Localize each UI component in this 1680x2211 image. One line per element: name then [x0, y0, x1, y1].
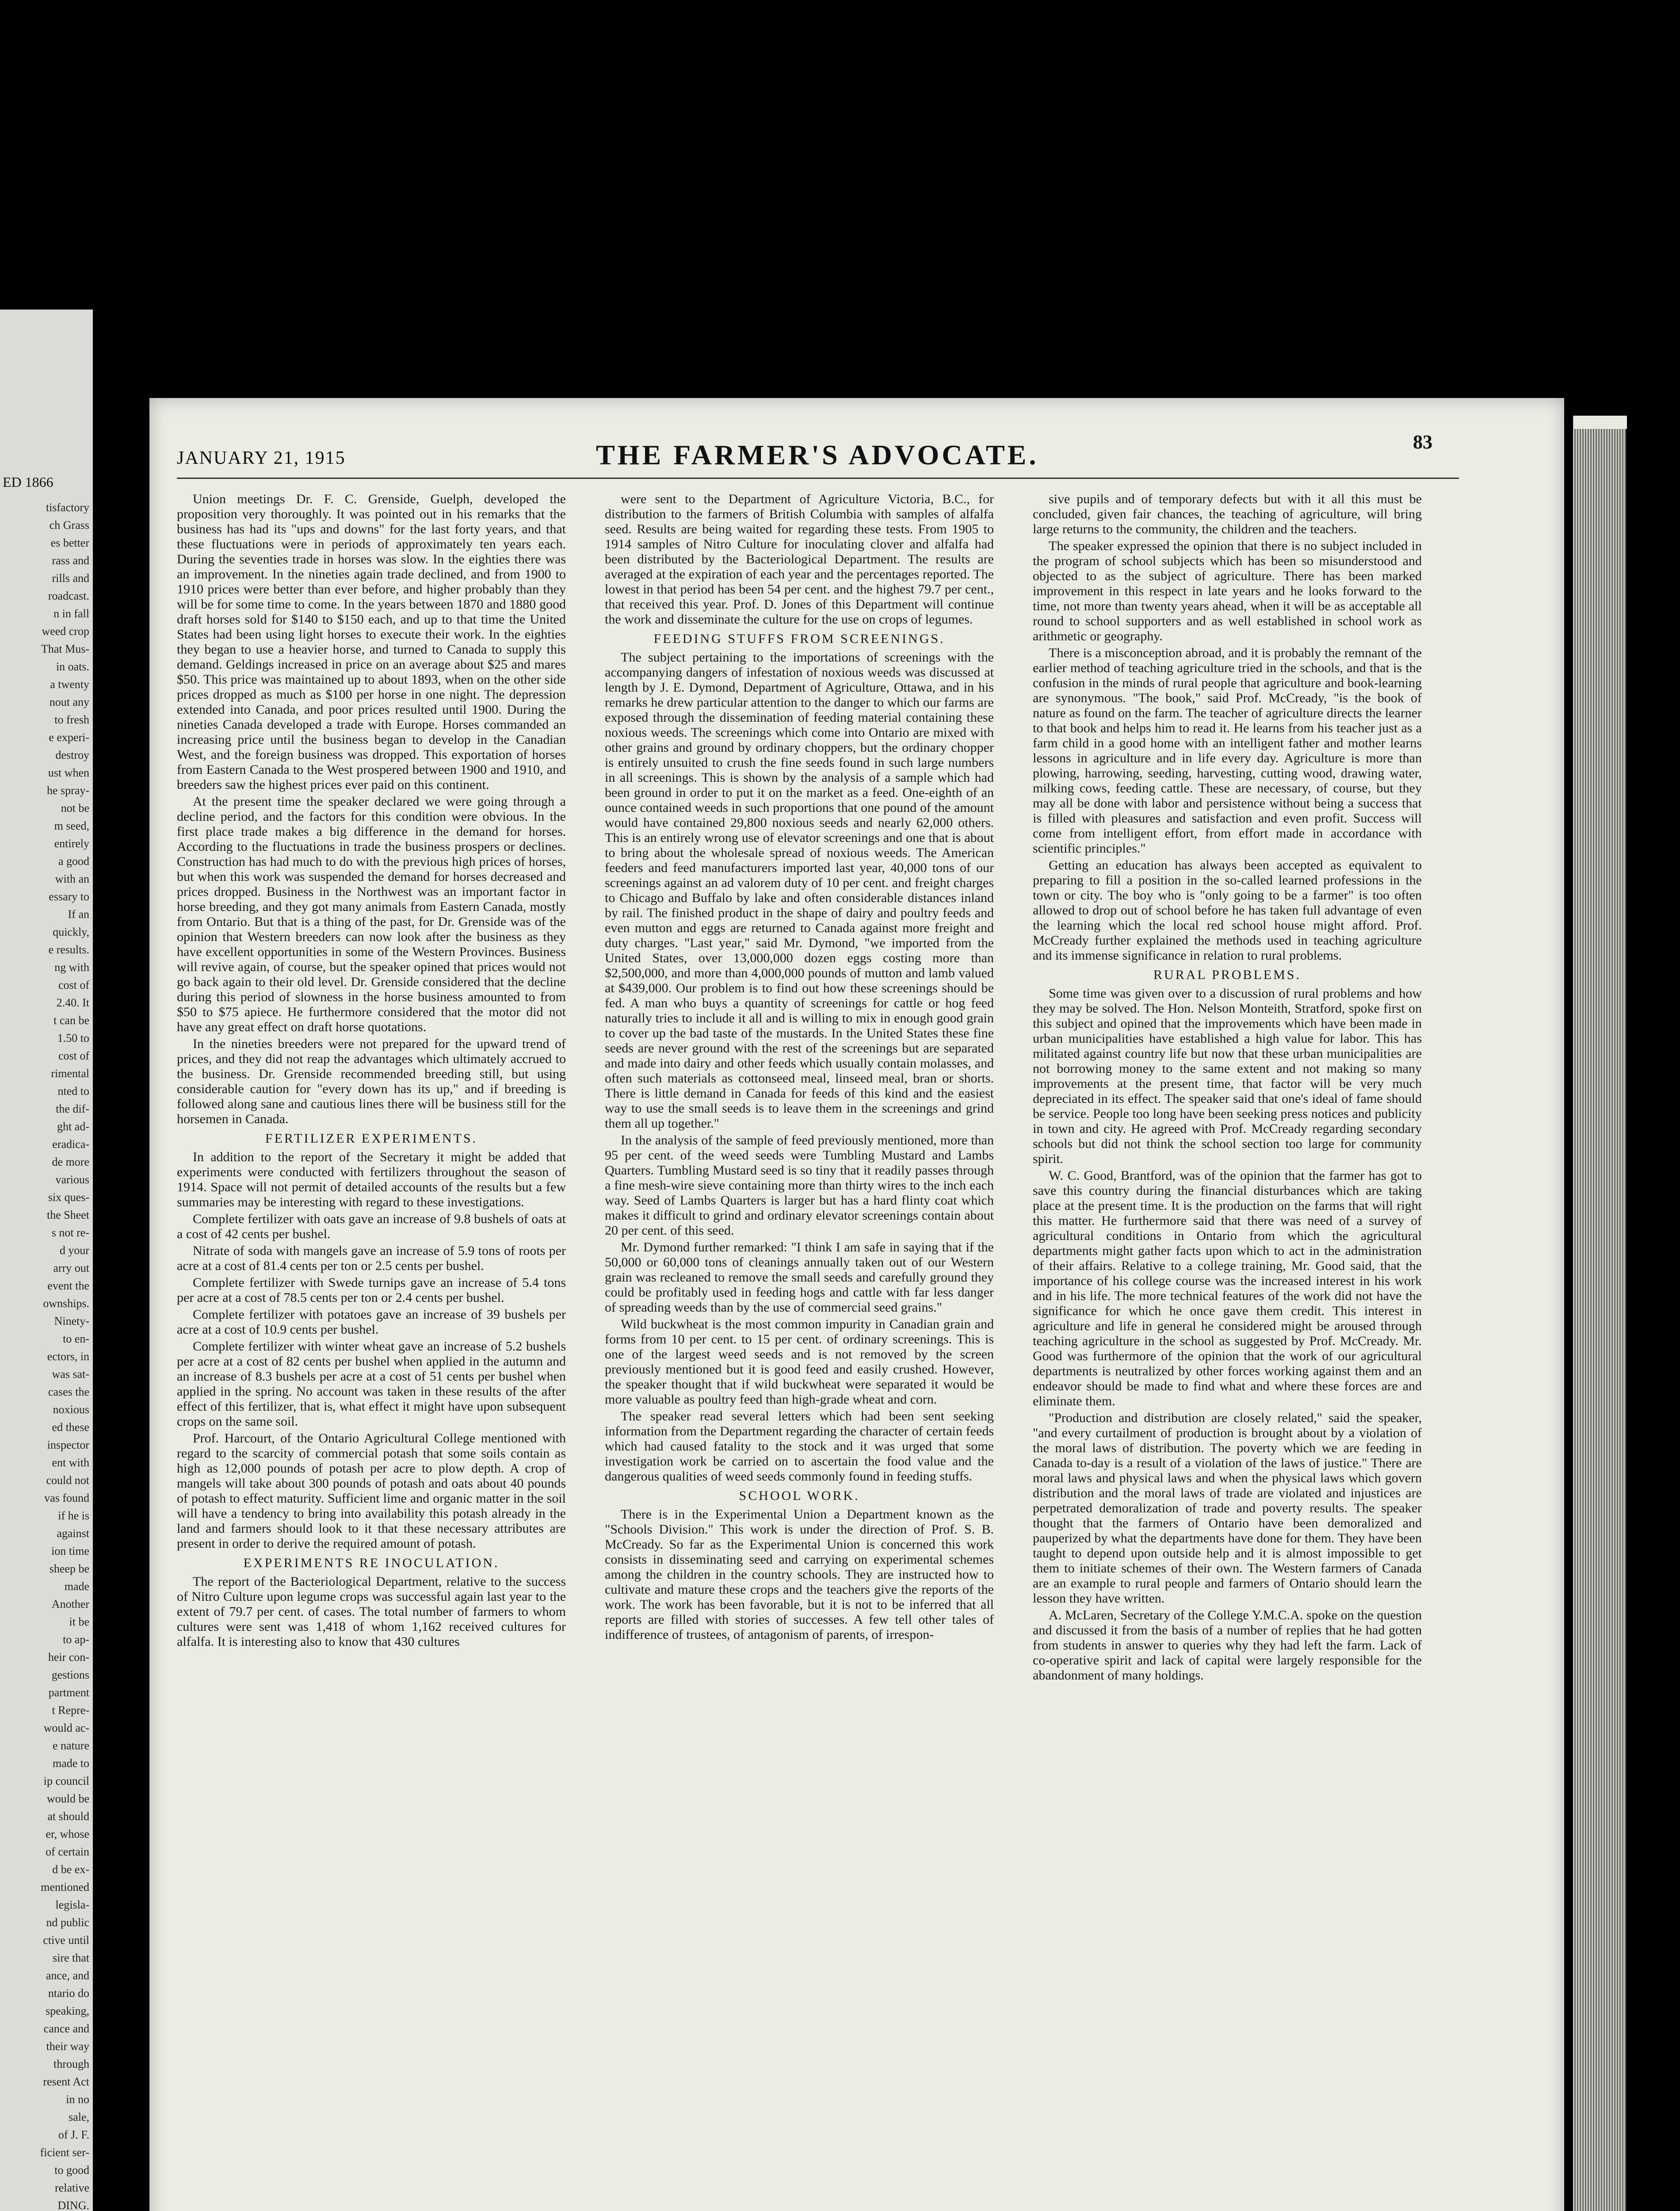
- paragraph: At the present time the speaker declared we were going through a decline period, and the factors for this condition were obvious. In the first place trade makes a big difference in the demand for horses. According to the fluctuations in trade the business prospers or declines. Construction has had much to do with the previous high prices of horses, but when this work was suspended the demand for horses decreased and prices dropped. Business in the Northwest was an important factor in horse breeding, and they got many animals from Eastern Canada, mostly from Ontario. But that is a thing of the past, for Dr. Grenside was of the opinion that Western breeders can now look after the business as they have excellent opportunities in some of the Western Provinces. Business will revive again, of course, but the speaker opined that prices would not go back again to their old level. Dr. Grenside considered that the decline during this period of slowness in the horse business amounted to from $50 to $75 apiece. He furthermore considered that the motor did not have any great effect on draft horse quotations.: [177, 794, 566, 1034]
- left-page-fragment: was sat-: [52, 1368, 89, 1381]
- left-page-fragment: inspector: [47, 1438, 89, 1451]
- page-edge-top: [1574, 416, 1627, 429]
- newspaper-page: [149, 398, 1564, 2211]
- text-column-3: [1033, 492, 1422, 1685]
- left-page-fragment: quickly,: [53, 926, 89, 938]
- left-page-fragment: nted to: [57, 1085, 89, 1098]
- left-page-fragment: six ques-: [48, 1191, 89, 1204]
- left-page-fragment: er, whose: [46, 1828, 89, 1840]
- left-page-fragment: at should: [47, 1810, 89, 1823]
- left-page-fragment: sale,: [69, 2111, 89, 2123]
- left-page-fragment: partment: [48, 1686, 89, 1699]
- left-page-fragment: against: [57, 1527, 89, 1540]
- left-page-fragment: sheep be: [49, 1562, 89, 1575]
- left-page-fragment: it be: [69, 1615, 89, 1628]
- left-page-fragment: to en-: [63, 1332, 89, 1345]
- left-page-fragment: would ac-: [43, 1721, 89, 1734]
- paragraph: In the analysis of the sample of feed previously mentioned, more than 95 per cent. of the weed seeds were Tumbling Mustard and Lambs Quarters. Tumbling Mustard seed is so tiny that it readily passes through a fine mesh-wire sieve containing more than thirty wires to the inch each way. Seed of Lambs Quarters is larger but has a hard flinty coat which makes it difficult to grind and ordinary elevator screenings contain about 20 per cent. of this seed.: [605, 1133, 994, 1238]
- left-page-fragment: a twenty: [50, 678, 89, 691]
- left-page-fragment: weed crop: [42, 625, 89, 638]
- left-page-fragment: tisfactory: [46, 501, 89, 514]
- left-page-fragment: ion time: [51, 1545, 89, 1557]
- left-page-fragment: rills and: [52, 572, 89, 585]
- paragraph: W. C. Good, Brantford, was of the opinion that the farmer has got to save this country during the financial disturbances which are taking place at the present time. It is the production on the farms that will right this matter. He furthermore said that there was need of a survey of agricultural conditions in Ontario from which the agricultural departments might gather facts upon which to act in the administration of their affairs. Relative to a college training, Mr. Good said, that the importance of his college course was the increased interest in his work and in his life. The more technical features of the work did not have the significance for which he once gave them credit. This interest in agriculture and life in general he considered might be aroused through teaching agriculture in the school as suggested by Prof. McCready. Mr. Good was furthermore of the opinion that the work of our agricultural departments is neutralized by other forces working against them and an endeavor should be made to find what and where these forces are and eliminate them.: [1033, 1168, 1422, 1408]
- left-page-fragment: ance, and: [46, 1969, 89, 1982]
- page-edge-stack: [1573, 416, 1626, 2211]
- left-page-fragment: in no: [66, 2093, 89, 2106]
- left-page-fragment: rimental: [51, 1067, 89, 1080]
- paragraph: "Production and distribution are closely related," said the speaker, "and every curtailment of production is brought about by a violation of the moral laws of distribution. The poverty which we are feeding in Canada to-day is a result of a violation of the laws of justice." There are moral laws and physical laws and when the physical laws which govern distribution and the moral laws of trade are violated and injustices are perpetrated demoralization of trade and poverty results. The speaker thought that the farmers of Ontario have been demoralized and pauperized by what the departments have done for them. They have been taught to depend upon outside help and it is almost impossible to get them to initiate schemes of their own. The Western farmers of Canada are an example to rural people and farmers of Ontario should learn the lesson they have written.: [1033, 1411, 1422, 1606]
- left-page-fragment: s not re-: [51, 1226, 89, 1239]
- left-page-fragment: e results.: [48, 943, 89, 956]
- left-page-fragment: ch Grass: [49, 519, 89, 532]
- left-page-fragment: if he is: [58, 1509, 89, 1522]
- paragraph: sive pupils and of temporary defects but with it all this must be concluded, given fair chances, the teaching of agriculture, will bring large returns to the community, the children and the teachers.: [1033, 492, 1422, 536]
- left-page-fragment: ficient ser-: [40, 2146, 89, 2159]
- left-page-fragment: essary to: [49, 890, 89, 903]
- left-page-fragment: of certain: [46, 1845, 89, 1858]
- paragraph: In the nineties breeders were not prepared for the upward trend of prices, and they did not reap the advantages which ultimately accrued to the business. Dr. Grenside recommended breeding still, but using considerable caution for "every down has its up," and if breeding is followed along sane and cautious lines there will be business still for the horsemen in Canada.: [177, 1037, 566, 1126]
- left-page-fragment: heir con-: [48, 1651, 89, 1664]
- paragraph: Complete fertilizer with potatoes gave an increase of 39 bushels per acre at a cost of 10.9 cents per bushel.: [177, 1307, 566, 1337]
- left-page-fragment: event the: [47, 1279, 89, 1292]
- left-page-fragment: ent with: [52, 1456, 89, 1469]
- left-page-fragment: vas found: [44, 1492, 89, 1504]
- left-page-fragment: of J. F.: [58, 2128, 89, 2141]
- left-page-fragment: could not: [46, 1474, 89, 1487]
- left-page-fragment: nd public: [46, 1916, 89, 1929]
- left-page-fragment: roadcast.: [48, 589, 89, 602]
- paragraph: Complete fertilizer with winter wheat gave an increase of 5.2 bushels per acre at a cost of 82 cents per bushel when applied in the autumn and an increase of 8.3 bushels per acre at a cost of 51 cents per bushel when applied in the spring. No account was taken in these results of the after effect of this fertilizer, that is, what effect it might have upon subsequent crops on the same soil.: [177, 1339, 566, 1429]
- text-column-1: [177, 492, 566, 1651]
- paragraph: Union meetings Dr. F. C. Grenside, Guelph, developed the proposition very thoroughly. It was pointed out in his remarks that the business has had its "ups and downs" for the last forty years, and that these fluctuations were in periods of approximately ten years each. During the seventies trade in horses was slow. In the eighties there was an improvement. In the nineties again trade declined, and from 1900 to 1910 prices were better than ever before, and higher probably than they will be for some time to come. In the years between 1870 and 1880 good draft horses sold for $140 to $150 each, and up to that time the United States had been using light horses to execute their work. In the eighties they began to use a heavier horse, and turned to Canada to supply this demand. Geldings increased in price on an average about $25 and mares $50. This price was maintained up to about 1893, when on the other side prices dropped as much as $100 per horse in one night. The depression extended into Canada, and poor prices resulted until 1900. During the nineties Canada developed a trade with Europe. Horses commanded an increasing price until the business began to develop in the Canadian West, and the foreign business was dropped. This exportation of horses from Eastern Canada to the West prospered between 1900 and 1910, and breeders saw the highest prices ever paid on this continent.: [177, 492, 566, 792]
- paragraph: Complete fertilizer with Swede turnips gave an increase of 5.4 tons per acre at a cost of 78.5 cents per ton or 2.4 cents per bushel.: [177, 1275, 566, 1305]
- paragraph: Prof. Harcourt, of the Ontario Agricultural College mentioned with regard to the scarcity of commercial potash that some soils contain as high as 12,000 pounds of potash per acre to plow depth. A crop of mangels will take about 300 pounds of potash and oats about 40 pounds of potash to effect maturity. Sufficient lime and organic matter in the soil will have a tendency to bring into availability this potash already in the land and farmers should look to it that these necessary attributes are present in order to derive the required amount of potash.: [177, 1431, 566, 1551]
- left-page-fragment: de more: [52, 1155, 89, 1168]
- left-page-fragment: not be: [61, 802, 89, 815]
- left-page-fragment: made to: [52, 1757, 89, 1770]
- left-page-fragment: to ap-: [63, 1633, 89, 1646]
- paragraph: Mr. Dymond further remarked: "I think I am safe in saying that if the 50,000 or 60,000 tons of cleanings annually taken out of our Western grain was recleaned to remove the small seeds and carefully ground they could be profitably used in feeding hogs and cattle with far less danger of spreading weeds than by the use of commercial seed grains.": [605, 1240, 994, 1315]
- paragraph: The subject pertaining to the importations of screenings with the accompanying dangers of infestation of noxious weeds was discussed at length by J. E. Dymond, Department of Agriculture, Ottawa, and in his remarks he drew particular attention to the danger to which our farms are exposed through the dissemination of feeding material containing these noxious weeds. The screenings which come into Ontario are mixed with other grains and ground by ordinary choppers, but the ordinary chopper is entirely unsuited to crush the fine seeds found in such large numbers in all screenings. This is shown by the analysis of a sample which had been ground in order to put it on the market as a feed. One-eighth of an ounce contained weeds in such proportions that one pound of the amount would have contained 29,800 noxious seeds and nearly 62,000 others. This is an entirely wrong use of elevator screenings and one that is about to bring about the wholesale spread of noxious weeds. The American feeders and feed manufacturers imported last year, 40,000 tons of our screenings against an ad valorem duty of 10 per cent. and freight charges to Chicago and Buffalo by lake and often considerable distances inland by rail. The finished product in the shape of dairy and poultry feeds and even mutton and eggs are returned to Canada against more freight and duty charges. "Last year," said Mr. Dymond, "we imported from the United States, over 13,000,000 dozen eggs costing more than $2,500,000, and more than 4,000,000 pounds of mutton and lamb valued at $439,000. Our problem is to find out how these screenings should be fed. A man who buys a quantity of screenings for cattle or hog feed naturally tries to include it all and is willing to mix in enough good grain to cover up the bad taste of the mustards. In the United States these fine seeds are never ground with the rest of the screenings but are separated and made into dairy and other feeds which usually contain molasses, and often such materials as cottonseed meal, linseed meal, bran or shorts. There is little demand in Canada for feeds of this kind and the easiest way to use the small seeds is to leave them in the screenings and grind them all up together.": [605, 650, 994, 1131]
- left-page-fragment: he spray-: [46, 784, 89, 797]
- left-page-fragment: various: [55, 1173, 89, 1186]
- left-page-fragment: t Repre-: [52, 1704, 89, 1717]
- section-heading: SCHOOL WORK.: [739, 1488, 860, 1503]
- paragraph: The speaker expressed the opinion that there is no subject included in the program of school subjects which has been so misunderstood and objected to as the subject of agriculture. There has been marked improvement in this respect in late years and he looks forward to the time, not more than twenty years ahead, when it will be as acceptable all round to school supporters and as well established in school work as arithmetic or geography.: [1033, 539, 1422, 643]
- left-page-fragment: eradica-: [52, 1138, 89, 1151]
- left-page-fragment: ed these: [52, 1421, 89, 1434]
- left-page-fragment: d your: [59, 1244, 89, 1257]
- masthead-title: THE FARMER'S ADVOCATE.: [596, 439, 1039, 471]
- left-page-fragment: ctive until: [43, 1934, 89, 1947]
- left-page-fragment: ng with: [54, 961, 89, 974]
- left-page-fragment: t can be: [53, 1014, 89, 1027]
- left-page-fragment: n in fall: [53, 607, 89, 620]
- left-page-fragment: DING.: [57, 2199, 89, 2211]
- page-number: 83: [1413, 431, 1432, 453]
- left-page-fragment: cost of: [58, 1049, 89, 1062]
- left-page-fragment: Another: [51, 1598, 89, 1610]
- section-heading: FERTILIZER EXPERIMENTS.: [265, 1131, 478, 1146]
- paragraph: Complete fertilizer with oats gave an increase of 9.8 bushels of oats at a cost of 42 cents per bushel.: [177, 1212, 566, 1241]
- left-page-edge: [0, 310, 93, 2211]
- left-page-fragment: in oats.: [56, 660, 89, 673]
- paragraph: Getting an education has always been accepted as equivalent to preparing to fill a position in the so-called learned professions in the town or city. The boy who is "only going to be a farmer" is too often allowed to drop out of school before he has taken full advantage of even the learning which the local red school house might afford. Prof. McCready further explained the methods used in teaching agriculture and its immense significance in relation to rural problems.: [1033, 858, 1422, 963]
- paragraph: Nitrate of soda with mangels gave an increase of 5.9 tons of roots per acre at a cost of 81.4 cents per ton or 2.5 cents per bushel.: [177, 1243, 566, 1273]
- left-page-fragment: speaking,: [46, 2004, 89, 2017]
- left-page-fragment: 2.40. It: [56, 996, 89, 1009]
- left-page-fragment: noxious: [53, 1403, 89, 1416]
- left-page-fragment: Ninety-: [54, 1315, 89, 1327]
- left-page-fragment: ust when: [48, 766, 89, 779]
- left-page-fragment: cance and: [43, 2022, 89, 2035]
- left-page-fragment: legisla-: [55, 1898, 89, 1911]
- left-page-fragment: d be ex-: [52, 1863, 89, 1876]
- header-rule: [177, 478, 1459, 479]
- left-page-fragment: to good: [54, 2164, 89, 2177]
- left-page-fragment: would be: [46, 1792, 89, 1805]
- left-page-fragment: the Sheet: [46, 1209, 89, 1221]
- paragraph: A. McLaren, Secretary of the College Y.M.C.A. spoke on the question and discussed it from the basis of a number of replies that he had gotten from students in answer to queries why they had left the farm. Lack of co-operative spirit and lack of capital were largely responsible for the abandonment of many holdings.: [1033, 1608, 1422, 1683]
- left-page-fragment: gestions: [51, 1668, 89, 1681]
- left-page-fragment: cost of: [58, 979, 89, 991]
- left-page-fragment: That Mus-: [41, 643, 89, 655]
- paragraph: Some time was given over to a discussion of rural problems and how they may be solved. The Hon. Nelson Monteith, Stratford, spoke first on this subject and opined that the improvements which have been made in urban municipalities have established a high value for labor. This has militated against country life but now that these urban municipalities are not borrowing money to the same extent and not making so many improvements at the present time, that factor will be very much depreciated in its effect. The speaker said that one's ideal of fame should be service. People too long have been seeking press notices and publicity in town and city. He agreed with Prof. McCready regarding secondary schools but did not think the school section too large for community spirit.: [1033, 986, 1422, 1166]
- left-page-header: ED 1866: [3, 474, 53, 490]
- left-page-fragment: destroy: [55, 749, 89, 761]
- left-page-fragment: rass and: [52, 554, 89, 567]
- left-page-fragment: ght ad-: [57, 1120, 89, 1133]
- left-page-fragment: ectors, in: [47, 1350, 89, 1363]
- left-page-fragment: through: [53, 2058, 89, 2070]
- left-page-fragment: ownships.: [43, 1297, 89, 1310]
- left-page-fragment: cases the: [48, 1385, 89, 1398]
- left-page-fragment: resent Act: [43, 2075, 89, 2088]
- left-page-fragment: to fresh: [54, 713, 89, 726]
- left-page-fragment: e experi-: [49, 731, 89, 744]
- left-page-fragment: m seed,: [54, 819, 89, 832]
- paragraph: In addition to the report of the Secretary it might be added that experiments were conducted with fertilizers throughout the season of 1914. Space will not permit of detailed accounts of the results but a few summaries may be interesting with regard to these investigations.: [177, 1150, 566, 1209]
- left-page-fragment: made: [64, 1580, 89, 1593]
- left-page-fragment: a good: [58, 855, 89, 868]
- left-page-fragment: entirely: [54, 837, 89, 850]
- left-page-fragment: If an: [68, 908, 89, 921]
- paragraph: The speaker read several letters which had been sent seeking information from the Department regarding the character of certain feeds which had caused fatality to the stock and it was urged that some investigation work be carried on to ascertain the food value and the dangerous qualities of weed seeds commonly found in feeding stuffs.: [605, 1409, 994, 1484]
- left-page-fragment: nout any: [49, 696, 89, 708]
- left-page-fragment: es better: [50, 536, 89, 549]
- issue-date: JANUARY 21, 1915: [177, 448, 346, 468]
- left-page-fragment: mentioned: [41, 1881, 89, 1894]
- section-heading: RURAL PROBLEMS.: [1153, 968, 1301, 982]
- left-page-fragment: 1.50 to: [57, 1032, 89, 1044]
- text-column-2: [605, 492, 994, 1644]
- section-heading: EXPERIMENTS RE INOCULATION.: [243, 1556, 500, 1570]
- left-page-fragment: arry out: [53, 1262, 89, 1274]
- left-page-fragment: the dif-: [56, 1102, 89, 1115]
- paragraph: were sent to the Department of Agriculture Victoria, B.C., for distribution to the farmers of British Columbia with samples of alfalfa seed. Results are being waited for regarding these tests. From 1905 to 1914 samples of Nitro Culture for inoculating clover and alfalfa had been distributed by the Bacteriological Department. The results are averaged at the expiration of each year and the percentages reported. The lowest in that period has been 54 per cent. and the highest 79.7 per cent., that received this year. Prof. D. Jones of this Department will continue the work and disseminate the culture for the use on crops of legumes.: [605, 492, 994, 627]
- paragraph: Wild buckwheat is the most common impurity in Canadian grain and forms from 10 per cent. to 15 per cent. of ordinary screenings. This is one of the largest weed seeds and is not removed by the screen previously mentioned but it is good feed and easily crushed. However, the speaker thought that if wild buckwheat were separated it would be more valuable as poultry feed than high-grade wheat and corn.: [605, 1317, 994, 1407]
- left-page-fragment: relative: [55, 2181, 89, 2194]
- left-page-fragment: with an: [55, 872, 89, 885]
- left-page-fragment: their way: [46, 2040, 89, 2053]
- paragraph: The report of the Bacteriological Department, relative to the success of Nitro Culture upon legume crops was successful again last year to the extent of 79.7 per cent. of cases. The total number of farmers to whom cultures were sent was 1,418 of whom 1,162 received cultures for alfalfa. It is interesting also to know that 430 cultures: [177, 1574, 566, 1649]
- left-page-fragment: ntario do: [48, 1987, 89, 2000]
- paragraph: There is a misconception abroad, and it is probably the remnant of the earlier method of teaching agriculture tried in the schools, and that is the confusion in the minds of rural people that agriculture and book-learning are synonymous. "The book," said Prof. McCready, "is the book of nature as found on the farm. The teacher of agriculture directs the learner to that book and helps him to read it. He learns from his teacher just as a farm child in a good home with an intelligent father and mother learns lessons in agriculture and in life every day. Agriculture is more than plowing, harrowing, seeding, harvesting, cutting wood, drawing water, milking cows, feeding cattle. These are necessary, of course, but they may all be done with labor and persistence without being a success that is filled with pleasures and satisfaction and even profit. Success will come from intelligent effort, from effort made in accordance with scientific principles.": [1033, 646, 1422, 856]
- left-page-fragment: sire that: [52, 1951, 89, 1964]
- left-page-fragment: ip council: [43, 1775, 89, 1787]
- left-page-fragment: e nature: [52, 1739, 89, 1752]
- section-heading: FEEDING STUFFS FROM SCREENINGS.: [653, 631, 945, 646]
- paragraph: There is in the Experimental Union a Department known as the "Schools Division." This work is under the direction of Prof. S. B. McCready. So far as the Experimental Union is concerned this work consists in disseminating seed and carrying on experimental schemes among the children in the country schools. They are instructed how to cultivate and mature these crops and the teachers give the reports of the work. The work has been favorable, but it is not to be inferred that all reports are filled with stories of successes. A few tell other tales of indifference of trustees, of antagonism of parents, of irrespon-: [605, 1507, 994, 1642]
